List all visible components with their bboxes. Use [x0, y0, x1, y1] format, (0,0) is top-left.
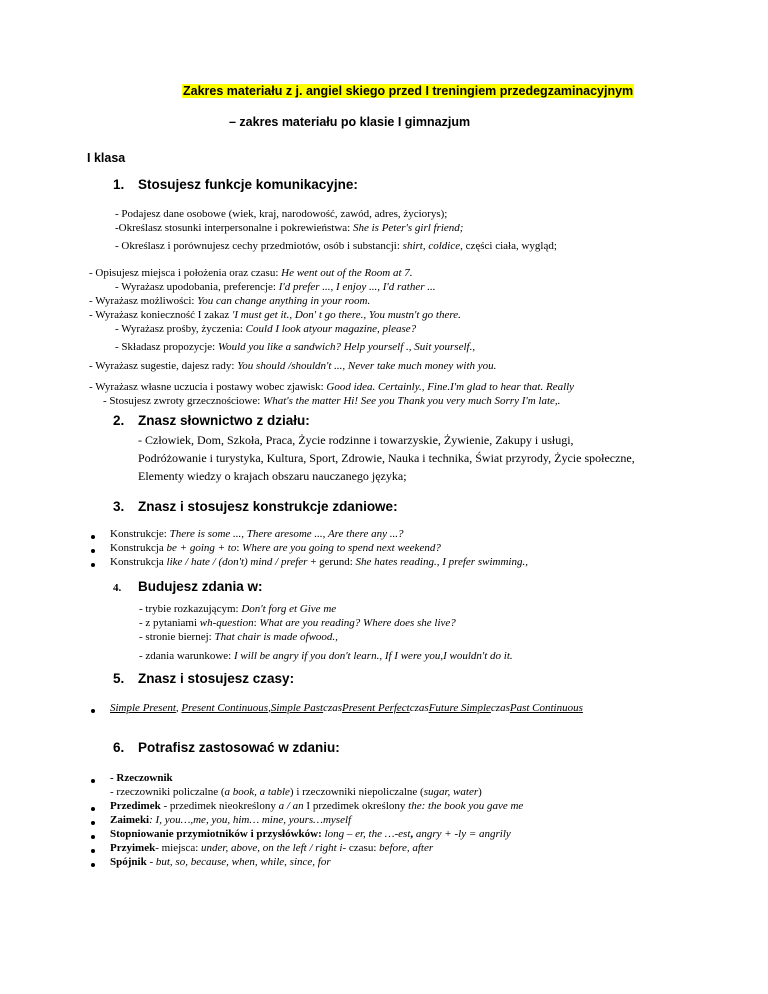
section-1-line: - Wyrażasz sugestie, dajesz rady: You should /shouldn't ..., Never take much money with you.: [89, 360, 497, 372]
bullet-icon: [91, 563, 95, 567]
document-subtitle: – zakres materiału po klasie I gimnazjum: [229, 115, 471, 129]
bullet-icon: [91, 835, 95, 839]
bullet-icon: [91, 863, 95, 867]
construction-item: Konstrukcja be + going + to: Where are you going to spend next weekend?: [110, 542, 441, 554]
vocabulary-line: Elementy wiedzy o krajach obszaru nauczanego języka;: [138, 469, 407, 483]
bullet-icon: [91, 709, 95, 713]
sentence-type: - stronie biernej: That chair is made ofwood.,: [139, 631, 338, 643]
bullet-icon: [91, 849, 95, 853]
section-4-heading: [113, 579, 263, 595]
section-1-line: - Wyrażasz konieczność I zakaz 'I must get it., Don' t go there., You mustn't go there.: [89, 309, 461, 321]
section-1-line: - Podajesz dane osobowe (wiek, kraj, narodowość, zawód, adres, życiorys);: [115, 208, 448, 220]
tense: Simple Past: [270, 702, 324, 714]
grammar-item: - Rzeczownik: [110, 772, 173, 784]
tense: Future Simple: [428, 702, 491, 714]
bullet-icon: [91, 549, 95, 553]
section-number: 3.: [113, 499, 125, 514]
section-1-line: - Wyrażasz upodobania, preferencje: I'd prefer ..., I enjoy ..., I'd rather ...: [115, 281, 436, 293]
grammar-item: Przedimek - przedimek nieokreślony a / an I przedimek określony the: the book you gave me: [110, 800, 524, 812]
section-1-line: - Wyrażasz możliwości: You can change anything in your room.: [89, 295, 371, 307]
tense: Present Continuous: [181, 702, 269, 714]
tense: Present Perfect: [342, 702, 410, 714]
bullet-icon: [91, 535, 95, 539]
tense: Past Continuous: [509, 702, 583, 714]
section-3-heading: [113, 499, 398, 514]
section-number: 2.: [113, 413, 125, 428]
grammar-item: Spójnik - but, so, because, when, while, since, for: [110, 856, 331, 868]
section-title: Znasz i stosujesz czasy:: [138, 671, 295, 686]
construction-item: Konstrukcje: There is some ..., There aresome ..., Are there any ...?: [110, 528, 404, 540]
section-1-line: - Opisujesz miejsca i położenia oraz czasu: He went out of the Room at 7.: [89, 267, 413, 279]
section-number: 1.: [113, 177, 125, 192]
section-title: Budujesz zdania w:: [138, 579, 263, 594]
section-title: Znasz słownictwo z działu:: [138, 413, 310, 428]
section-number: 4.: [113, 582, 122, 594]
construction-item: Konstrukcja like / hate / (don't) mind / prefer + gerund: She hates reading., I prefer swimming.,: [110, 556, 528, 568]
class-label: I klasa: [87, 151, 126, 165]
grammar-item: Zaimeki: I, you…,me, you, him… mine, yours…myself: [110, 814, 352, 826]
section-6-heading: [113, 740, 340, 755]
section-number: 6.: [113, 740, 125, 755]
section-number: 5.: [113, 671, 125, 686]
document-title: Zakres materiału z j. angiel skiego przed I treningiem przedegzaminacyjnym: [183, 84, 634, 98]
section-1-line: - Określasz i porównujesz cechy przedmiotów, osób i substancji: shirt, coldice, części ciała, wygląd;: [115, 240, 557, 252]
section-5-heading: [113, 671, 294, 686]
tense: Simple Present: [110, 702, 176, 714]
grammar-item: Stopniowanie przymiotników i przysłówków: long – er, the …-est, angry + -ly = angrily: [110, 828, 511, 840]
vocabulary-line: - Człowiek, Dom, Szkoła, Praca, Życie rodzinne i towarzyskie, Żywienie, Zakupy i usługi,: [138, 433, 574, 447]
section-title: Stosujesz funkcje komunikacyjne:: [138, 177, 358, 192]
section-1-line: - Wyrażasz własne uczucia i postawy wobec zjawisk: Good idea. Certainly., Fine.I'm glad to hear that. Really: [89, 381, 575, 393]
section-1-line: -Określasz stosunki interpersonalne i pokrewieństwa: She is Peter's girl friend;: [115, 222, 464, 234]
bullet-icon: [91, 779, 95, 783]
sentence-type: - zdania warunkowe: I will be angry if you don't learn., If I were you,I wouldn't do it.: [139, 650, 513, 662]
bullet-icon: [91, 821, 95, 825]
section-title: Znasz i stosujesz konstrukcje zdaniowe:: [138, 499, 398, 514]
sentence-type: - trybie rozkazującym: Don't forg et Give me: [139, 603, 337, 615]
section-2-heading: [113, 413, 310, 428]
section-1-line: - Stosujesz zwroty grzecznościowe: What's the matter Hi! See you Thank you very much Sorry I'm late,.: [103, 395, 561, 407]
sentence-type: - z pytaniami wh-question: What are you reading? Where does she live?: [139, 617, 456, 629]
bullet-icon: [91, 807, 95, 811]
section-1-line: - Składasz propozycje: Would you like a sandwich? Help yourself ., Suit yourself.,: [115, 341, 476, 353]
section-title: Potrafisz zastosować w zdaniu:: [138, 740, 340, 755]
section-1-heading: [113, 177, 358, 192]
tenses-list: Simple Present, Present Continuous,Simple PastczasPresent PerfectczasFuture SimpleczasPast Continuous: [110, 702, 583, 714]
vocabulary-line: Podróżowanie i turystyka, Kultura, Sport, Zdrowie, Nauka i technika, Świat przyrody, Życie społeczne,: [138, 451, 635, 465]
grammar-item: - rzeczowniki policzalne (a book, a table) i rzeczowniki niepoliczalne (sugar, water): [110, 786, 482, 798]
grammar-item: Przyimek- miejsca: under, above, on the left / right i- czasu: before, after: [110, 842, 434, 854]
section-1-line: - Wyrażasz prośby, życzenia: Could I look atyour magazine, please?: [115, 323, 417, 335]
